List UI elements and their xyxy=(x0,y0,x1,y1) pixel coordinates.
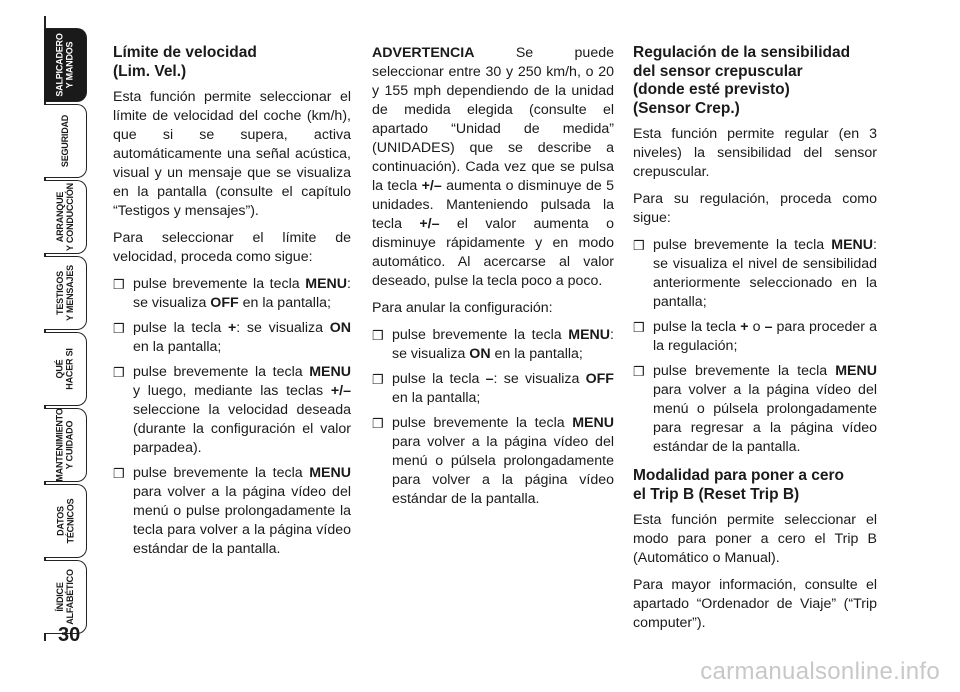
warning-label: ADVERTENCIA xyxy=(372,45,475,61)
list-item: ❒ pulse brevemente la tecla MENU y luego, mediante las teclas +/– seleccione la velocidad deseada (durante la configuración el valor parpadea). xyxy=(113,364,351,456)
tab-que-hacer[interactable] xyxy=(44,332,87,406)
list-item: ❒ pulse brevemente la tecla MENU para volver a la página vídeo del menú o púlsela prolongadamente para volver a la página vídeo estándar de la pantalla. xyxy=(372,415,614,507)
column-sensor-trip xyxy=(633,44,877,641)
bullet-icon: ❒ xyxy=(113,365,125,380)
tab-testigos[interactable] xyxy=(44,256,87,330)
list-item: ❒ pulse brevemente la tecla MENU: se visualiza el nivel de sensibilidad anteriormente seleccionado en la pantalla; xyxy=(633,237,877,310)
warning-paragraph: ADVERTENCIA Se puede seleccionar entre 30 y 250 km/h, o 20 y 155 mph dependiendo de la unidad de medida elegida (consulte el apartado “Unidad de medida” (UNIDADES) que se describe a continuación). Cada vez que se pulsa la tecla +/– aumenta o disminuye de 5 unidades. Manteniendo pulsada la tecla +/– el valor aumenta o disminuye rápidamente y en modo automático. Al acercarse al valor deseado, pulse la tecla poco a poco. xyxy=(372,45,614,289)
list-item: ❒ pulse la tecla –: se visualiza OFF en la pantalla; xyxy=(372,371,614,406)
bullet-icon: ❒ xyxy=(372,416,384,431)
page-number: 30 xyxy=(58,624,81,646)
step-list xyxy=(372,326,614,509)
paragraph: Para anular la configuración: xyxy=(372,300,553,316)
tab-arranque[interactable] xyxy=(44,180,87,254)
tab-seguridad[interactable] xyxy=(44,104,87,178)
tab-label: MANTENIMIENTO Y CUIDADO xyxy=(55,408,76,482)
tab-label: ÍNDICE ALFABÉTICO xyxy=(55,569,75,625)
section-title: Modalidad para poner a cero el Trip B (Reset Trip B) xyxy=(633,467,845,503)
bullet-icon: ❒ xyxy=(113,277,125,292)
chapter-sidebar xyxy=(44,16,98,656)
tab-mantenimiento[interactable] xyxy=(44,408,87,482)
bullet-icon: ❒ xyxy=(633,238,645,253)
column-speed-limit xyxy=(113,44,351,565)
list-item: ❒ pulse brevemente la tecla MENU para volver a la página vídeo del menú o pulse prolongadamente la tecla para volver a la página vídeo estándar de la pantalla. xyxy=(113,465,351,557)
section-title: Regulación de la sensibilidad del sensor crepuscular (donde esté previsto) (Sensor Crep.) xyxy=(633,44,851,117)
tab-label: SALPICADERO Y MANDOS xyxy=(55,33,75,97)
list-item: ❒ pulse la tecla + o – para proceder a la regulación; xyxy=(633,319,877,354)
tab-label: QUÉ HACER SI xyxy=(55,348,75,390)
paragraph: Para su regulación, proceda como sigue: xyxy=(633,191,877,226)
watermark: carmanualsonline.info xyxy=(700,658,940,685)
bullet-icon: ❒ xyxy=(633,320,645,335)
paragraph: Para seleccionar el límite de velocidad, proceda como sigue: xyxy=(113,230,351,265)
tab-label: TESTIGOS Y MENSAJES xyxy=(55,265,76,321)
tab-label: SEGURIDAD xyxy=(60,114,70,168)
list-item: ❒ pulse brevemente la tecla MENU: se visualiza ON en la pantalla; xyxy=(372,327,614,362)
column-warning xyxy=(372,44,614,515)
paragraph: Para mayor información, consulte el apartado “Ordenador de Viaje” (“Trip computer”). xyxy=(633,577,877,631)
step-list xyxy=(633,236,877,457)
list-item: ❒ pulse la tecla +: se visualiza ON en la pantalla; xyxy=(113,320,351,355)
tab-indice[interactable] xyxy=(44,560,87,634)
bullet-icon: ❒ xyxy=(633,364,645,379)
bullet-icon: ❒ xyxy=(372,372,384,387)
tab-salpicadero[interactable] xyxy=(44,28,87,102)
bullet-icon: ❒ xyxy=(113,466,125,481)
list-item: ❒ pulse brevemente la tecla MENU: se visualiza OFF en la pantalla; xyxy=(113,276,351,311)
tab-datos-tecnicos[interactable] xyxy=(44,484,87,558)
paragraph: Esta función permite regular (en 3 niveles) la sensibilidad del sensor crepuscular. xyxy=(633,126,877,180)
tab-label: ARRANQUE Y CONDUCCIÓN xyxy=(55,183,76,251)
paragraph: Esta función permite seleccionar el límite de velocidad del coche (km/h), que si se supera, activa automáticamente una señal acústica, visual y un mensaje que se visualiza en la pantalla (consulte el capítulo “Testigos y mensajes”). xyxy=(113,89,351,219)
tab-label: DATOS TÉCNICOS xyxy=(55,498,75,544)
list-item: ❒ pulse brevemente la tecla MENU para volver a la página vídeo del menú o púlsela prolongadamente para regresar a la página vídeo estándar de la pantalla. xyxy=(633,363,877,455)
bullet-icon: ❒ xyxy=(113,321,125,336)
step-list xyxy=(113,275,351,559)
bullet-icon: ❒ xyxy=(372,328,384,343)
section-title: Límite de velocidad (Lim. Vel.) xyxy=(113,44,257,80)
paragraph: Esta función permite seleccionar el modo para poner a cero el Trip B (Automático o Manual). xyxy=(633,512,877,566)
